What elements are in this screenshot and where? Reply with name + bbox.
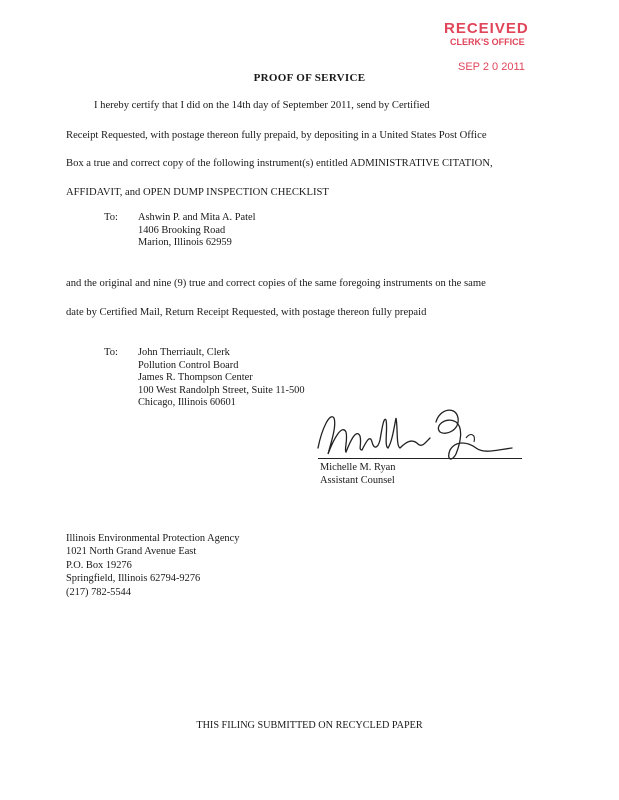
recipient1-line: Ashwin P. and Mita A. Patel [138, 212, 256, 223]
recycled-paper-footer: THIS FILING SUBMITTED ON RECYCLED PAPER [196, 720, 423, 731]
recipient1-line: Marion, Illinois 62959 [138, 237, 232, 249]
signature-line [318, 458, 522, 459]
paragraph2-line2: date by Certified Mail, Return Receipt Requested, with postage thereon fully prepaid [66, 307, 427, 318]
signer-name: Michelle M. Ryan [320, 462, 396, 473]
paragraph1-line3: Box a true and correct copy of the following instrument(s) entitled ADMINISTRATIVE CITATION, [66, 158, 493, 169]
agency-line: Springfield, Illinois 62794-9276 [66, 573, 201, 585]
paragraph2-line1: and the original and nine (9) true and correct copies of the same foregoing instruments on the same [66, 278, 486, 289]
recipient2-line: 100 West Randolph Street, Suite 11-500 [138, 384, 305, 396]
page-title: PROOF OF SERVICE [253, 72, 366, 84]
stamp-received-text: RECEIVED [444, 20, 529, 37]
stamp-date-text: SEP 2 0 2011 [458, 61, 525, 73]
recipient2-line: Pollution Control Board [138, 359, 239, 371]
stamp-office-text: CLERK'S OFFICE [450, 37, 525, 47]
recipient1-address [138, 212, 255, 250]
agency-line: 1021 North Grand Avenue East [66, 546, 197, 558]
agency-line: Illinois Environmental Protection Agency [66, 533, 240, 544]
received-stamp [440, 18, 560, 78]
recipient1-line: 1406 Brooking Road [138, 224, 226, 236]
handwritten-signature [300, 398, 528, 466]
agency-line: P.O. Box 19276 [66, 559, 132, 571]
agency-line: (217) 782-5544 [66, 586, 131, 598]
paragraph1-line2: Receipt Requested, with postage thereon fully prepaid, by depositing in a United States Post Office [66, 130, 487, 141]
signer-role: Assistant Counsel [320, 474, 395, 486]
recipient2-line: James R. Thompson Center [138, 372, 253, 384]
signer-block [320, 462, 395, 487]
recipient2-address [138, 347, 305, 410]
recipient1-to-label: To: [104, 212, 118, 223]
paragraph1-line4: AFFIDAVIT, and OPEN DUMP INSPECTION CHECKLIST [66, 187, 329, 198]
recipient2-line: John Therriault, Clerk [138, 347, 230, 358]
recipient2-to-label: To: [104, 347, 118, 358]
agency-address [66, 532, 239, 599]
recipient2-line: Chicago, Illinois 60601 [138, 397, 236, 409]
paragraph1-line1: I hereby certify that I did on the 14th day of September 2011, send by Certified [94, 100, 430, 111]
